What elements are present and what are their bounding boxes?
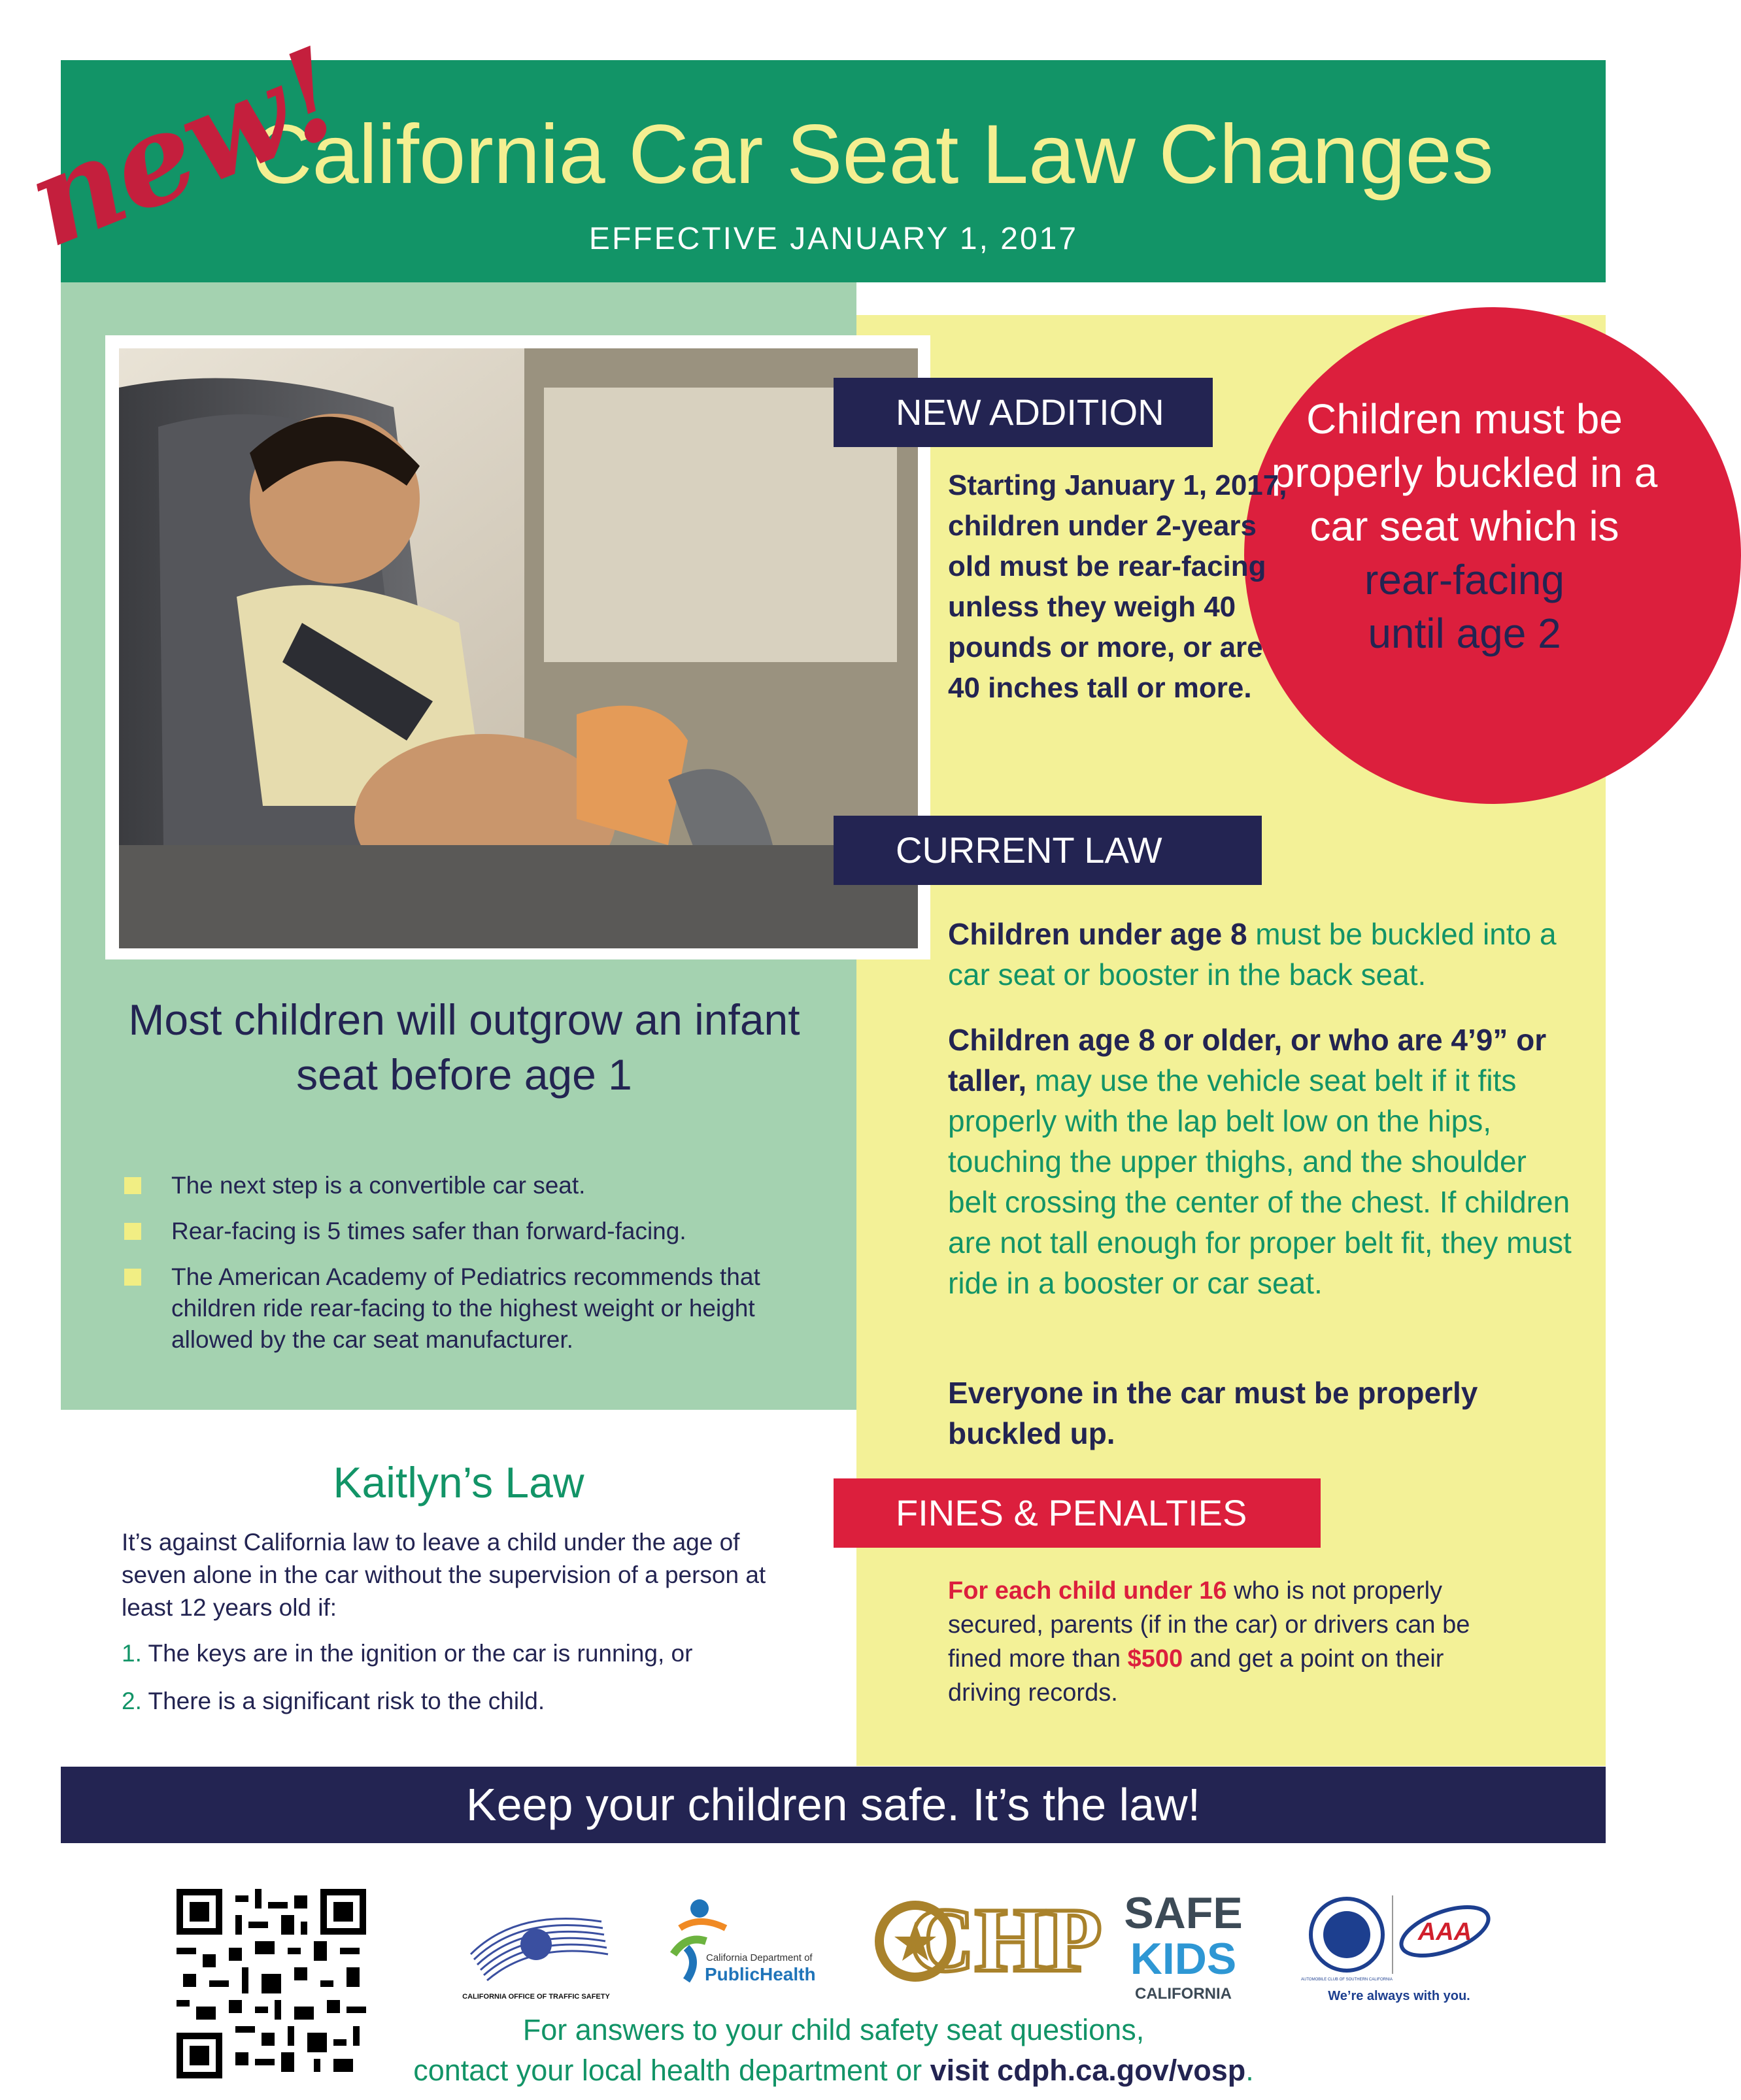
outgrow-bullet-list <box>124 1170 778 1370</box>
contact-line-1: For answers to your child safety seat questions, <box>522 2013 1145 2046</box>
fines-mid: who is not properly secured, parents (if in the car) or drivers can be fined more than <box>948 1577 1470 1673</box>
current-law-label: CURRENT LAW <box>834 816 1262 885</box>
kaitlyns-law-item-1 <box>122 1637 808 1670</box>
contact-line-2-text: contact your local health department or <box>413 2054 930 2087</box>
outgrow-heading: Most children will outgrow an infant seat before age 1 <box>128 995 800 1099</box>
cdph-small-text: California Department of <box>706 1952 813 1963</box>
safe-kids-kids-text: KIDS <box>1130 1934 1237 1984</box>
current-law-p2-rest: may use the vehicle seat belt if it fits properly with the lap belt low on the hips, touching the upper thighs, and the shoulder belt crossing the center of the chest. If children are not tall enough for proper belt fit, they must ride in a booster or car seat. <box>948 1063 1572 1300</box>
current-law-paragraph-3: Everyone in the car must be properly buckled up. <box>948 1376 1478 1450</box>
kaitlyns-law-item-2 <box>122 1685 808 1718</box>
current-law-p2-bold: Children age 8 or older, or who are 4’9” or taller, <box>948 1023 1547 1097</box>
callout-line-3: until age 2 <box>1368 610 1561 657</box>
keep-children-safe-banner: Keep your children safe. It’s the law! <box>61 1767 1606 1843</box>
new-badge: new! <box>7 20 360 275</box>
cdph-big-text: PublicHealth <box>705 1964 816 1984</box>
list-item <box>124 1170 778 1201</box>
cdph-website-link[interactable]: visit cdph.ca.gov/vosp <box>930 2054 1246 2087</box>
effective-date: EFFECTIVE JANUARY 1, 2017 <box>588 222 1079 256</box>
child-car-seat-photo <box>119 348 918 948</box>
fines-penalties-label: FINES & PENALTIES <box>834 1478 1321 1548</box>
callout-line-1: Children must be properly buckled in a car seat which is <box>1271 395 1658 550</box>
fines-tail: and get a point on their driving records. <box>948 1645 1444 1707</box>
aaa-text: AAA <box>1417 1918 1472 1946</box>
bullet-square-icon <box>124 1177 141 1194</box>
fines-amount: $500 <box>1127 1645 1183 1673</box>
safe-kids-safe-text: SAFE <box>1124 1888 1243 1938</box>
item-number: 2. <box>122 1688 142 1714</box>
item-number: 1. <box>122 1640 142 1667</box>
safe-kids-state-text: CALIFORNIA <box>1135 1985 1232 2003</box>
list-item <box>124 1261 778 1356</box>
bullet-square-icon <box>124 1269 141 1286</box>
chp-logo <box>870 1890 1102 1991</box>
current-law-p1-bold: Children under age 8 <box>948 917 1247 951</box>
rear-facing-callout-text <box>1259 392 1670 660</box>
contact-line-2-end: . <box>1245 2054 1254 2087</box>
item-text: There is a significant risk to the child. <box>141 1688 545 1714</box>
page-title: California Car Seat Law Changes <box>252 108 1494 201</box>
kaitlyns-law-intro: It’s against California law to leave a child under the age of seven alone in the car without the supervision of a person at least 12 years old if: <box>122 1529 766 1621</box>
ots-logo <box>458 1895 615 2007</box>
aaa-tagline: We’re always with you. <box>1328 1989 1470 2003</box>
contact-line-2 <box>0 2050 1667 2091</box>
item-text: The keys are in the ignition or the car is running, or <box>141 1640 693 1667</box>
new-addition-text: Starting January 1, 2017, children under 2-years old must be rear-facing unless they weigh 40 pounds or more, or are 40 inches tall or more. <box>948 469 1287 704</box>
bullet-text: The next step is a convertible car seat. <box>171 1172 586 1199</box>
cdph-logo <box>660 1882 830 2013</box>
kaitlyns-law-title: Kaitlyn’s Law <box>333 1458 584 1507</box>
new-addition-label: NEW ADDITION <box>834 378 1213 447</box>
current-law-p1-rest: must be buckled into a car seat or booster in the back seat. <box>948 917 1557 992</box>
bullet-text: Rear-facing is 5 times safer than forward-facing. <box>171 1218 686 1244</box>
list-item <box>124 1216 778 1247</box>
ots-text: CALIFORNIA OFFICE OF TRAFFIC SAFETY <box>462 1993 610 2001</box>
fines-text <box>948 1574 1491 1710</box>
contact-info <box>0 2010 1667 2091</box>
callout-line-2: rear-facing <box>1364 556 1564 603</box>
current-law-paragraph-1 <box>948 914 1576 995</box>
bullet-square-icon <box>124 1223 141 1240</box>
chp-text: CHP <box>909 1890 1102 1991</box>
aaa-seal-text: AUTOMOBILE CLUB OF SOUTHERN CALIFORNIA <box>1301 1978 1393 1982</box>
bullet-text: The American Academy of Pediatrics recommends that children ride rear-facing to the highest weight or height allowed by the car seat manufacturer. <box>171 1263 760 1353</box>
current-law-paragraph-2 <box>948 1020 1576 1303</box>
safe-kids-logo <box>1118 1882 1249 2013</box>
fines-lead: For each child under 16 <box>948 1577 1227 1605</box>
aaa-logo <box>1301 1882 1497 2013</box>
